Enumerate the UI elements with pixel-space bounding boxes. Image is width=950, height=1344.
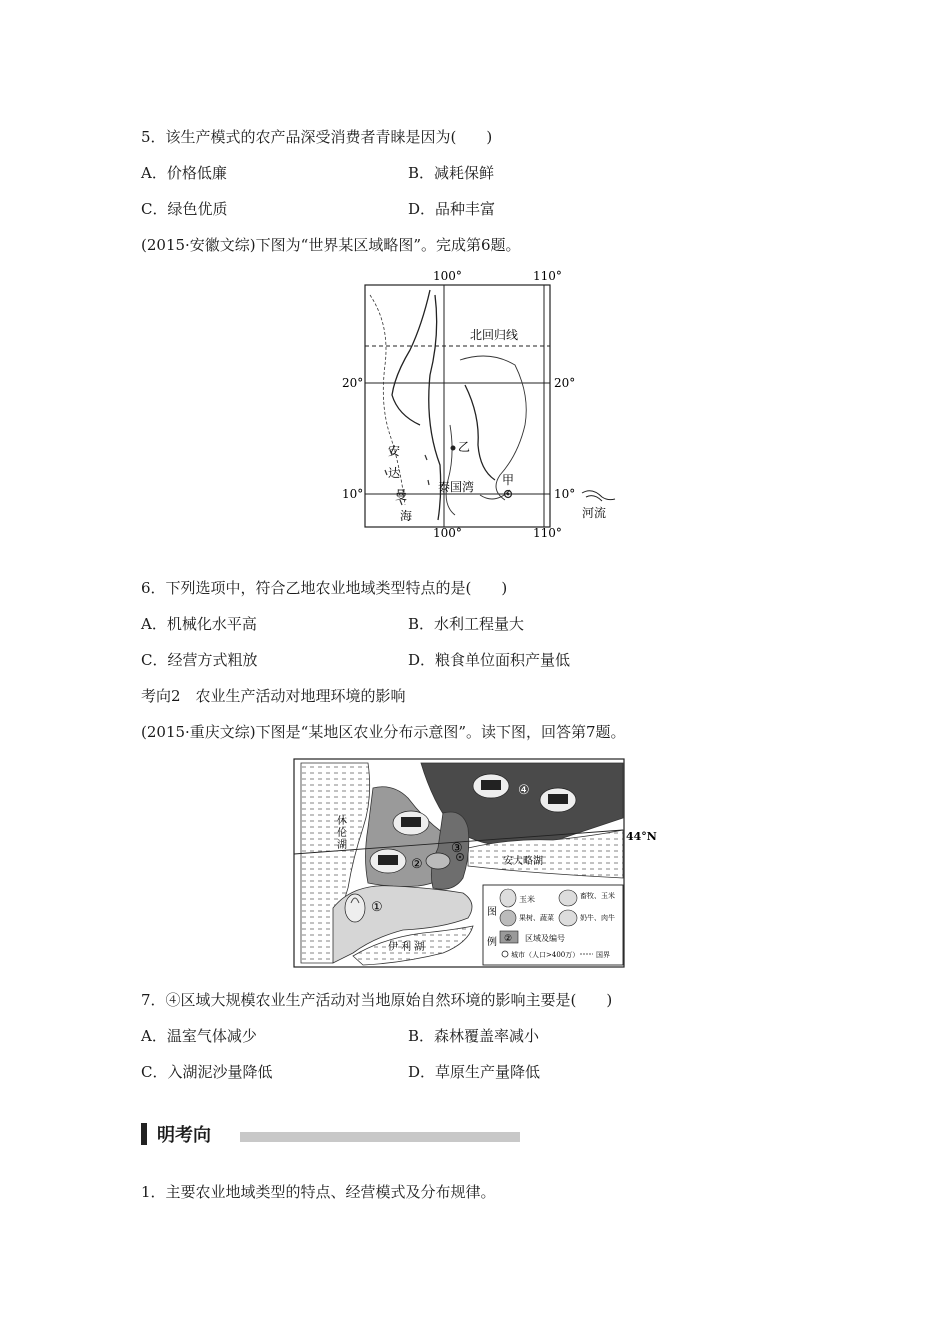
- legend-livestock-corn: 畜牧、玉米: [580, 892, 615, 900]
- corn-icon: [500, 889, 516, 907]
- sea-char-3: 曼: [395, 488, 408, 502]
- legend-region: 区域及编号: [525, 934, 565, 943]
- q6-option-a: A．机械化水平高: [141, 615, 257, 633]
- section-heading: [141, 1123, 211, 1145]
- q5-option-b: B．减耗保鲜: [408, 164, 495, 182]
- lon-bottom-110: 110°: [533, 526, 562, 540]
- lake-ontario-label: 安大略湖: [503, 856, 543, 867]
- q6-option-b: B．水利工程量大: [408, 615, 525, 633]
- place-jia-label: 甲: [502, 473, 515, 487]
- legend-river-label: 河流: [582, 506, 607, 520]
- huron-char-3: 湖: [337, 840, 347, 851]
- region-3-number: ③: [451, 841, 463, 856]
- section-marker: [141, 1123, 147, 1145]
- legend-title-1: 图: [487, 907, 497, 918]
- legend-city: 城市（人口>400万）: [511, 951, 580, 959]
- southeast-asia-map: [330, 265, 620, 540]
- cow-icon: [559, 890, 577, 906]
- q5-option-d: D．品种丰富: [408, 200, 496, 218]
- q7-option-d: D．草原生产量降低: [408, 1063, 541, 1081]
- fruit-vegetable-icon: [426, 853, 450, 869]
- q7-option-b: B．森林覆盖率减小: [408, 1027, 540, 1045]
- lat-left-20: 20°: [342, 376, 364, 390]
- cow-icon: [473, 774, 509, 798]
- huron-char-2: 伦: [337, 828, 347, 839]
- q5-option-a: A．价格低廉: [141, 164, 227, 182]
- question-7-stem: 7．④区域大规模农业生产活动对当地原始自然环境的影响主要是( ): [141, 991, 613, 1009]
- question-5-stem: 5．该生产模式的农产品深受消费者青睐是因为( ): [141, 128, 493, 146]
- section-title: 明考向: [157, 1125, 211, 1146]
- huron-char-1: 休: [337, 816, 347, 827]
- cow-icon: [559, 910, 577, 926]
- corn-icon: [345, 894, 365, 922]
- legend-border: 国界: [596, 951, 610, 959]
- gulf-of-thailand-label: 泰国湾: [438, 480, 475, 494]
- sea-char-4: 海: [400, 509, 413, 523]
- tropic-of-cancer-label: 北回归线: [470, 328, 519, 342]
- q5-option-c: C．绿色优质: [141, 200, 228, 218]
- lat-left-10: 10°: [342, 487, 364, 501]
- legend-dairy-beef: 奶牛、肉牛: [580, 914, 615, 922]
- legend-region-box-number: ②: [504, 934, 513, 944]
- region-4-number: ④: [518, 783, 530, 798]
- q7-option-c: C．入湖泥沙量降低: [141, 1063, 273, 1081]
- legend-corn: 玉米: [519, 895, 535, 904]
- lat-right-10: 10°: [554, 487, 576, 501]
- region-1-number: ①: [371, 900, 383, 915]
- lon-top-110: 110°: [533, 269, 562, 283]
- key-point-1: 1．主要农业地域类型的特点、经营模式及分布规律。: [141, 1183, 496, 1201]
- sea-char-2: 达: [388, 466, 401, 480]
- legend-fruit-vegetable: 果树、蔬菜: [519, 914, 554, 922]
- question-6-stem: 6．下列选项中，符合乙地农业地域类型特点的是( ): [141, 579, 508, 597]
- lon-bottom-100: 100°: [433, 526, 462, 540]
- latitude-44n-label: 44°N: [626, 830, 657, 843]
- agriculture-distribution-map: [293, 758, 663, 970]
- region-2-number: ②: [411, 857, 423, 872]
- question-6-intro: (2015·安徽文综)下图为“世界某区域略图”。完成第6题。: [141, 236, 521, 254]
- legend-title-2: 例: [487, 937, 497, 948]
- cow-icon: [370, 849, 406, 873]
- q7-option-a: A．温室气体减少: [141, 1027, 257, 1045]
- q6-option-d: D．粮食单位面积产量低: [408, 651, 571, 669]
- fruit-vegetable-icon: [500, 910, 516, 926]
- lon-top-100: 100°: [433, 269, 462, 283]
- cow-icon: [540, 788, 576, 812]
- cow-icon: [393, 811, 429, 835]
- place-yi-label: 乙: [458, 440, 471, 454]
- section-divider: [240, 1132, 520, 1142]
- lake-erie-label: 伊 利 湖: [388, 942, 425, 953]
- q6-option-c: C．经营方式粗放: [141, 651, 258, 669]
- question-7-intro: (2015·重庆文综)下图是“某地区农业分布示意图”。读下图，回答第7题。: [141, 723, 626, 741]
- lat-right-20: 20°: [554, 376, 576, 390]
- kaoxiang-2-heading: 考向2 农业生产活动对地理环境的影响: [141, 687, 406, 705]
- sea-char-1: 安: [388, 444, 401, 458]
